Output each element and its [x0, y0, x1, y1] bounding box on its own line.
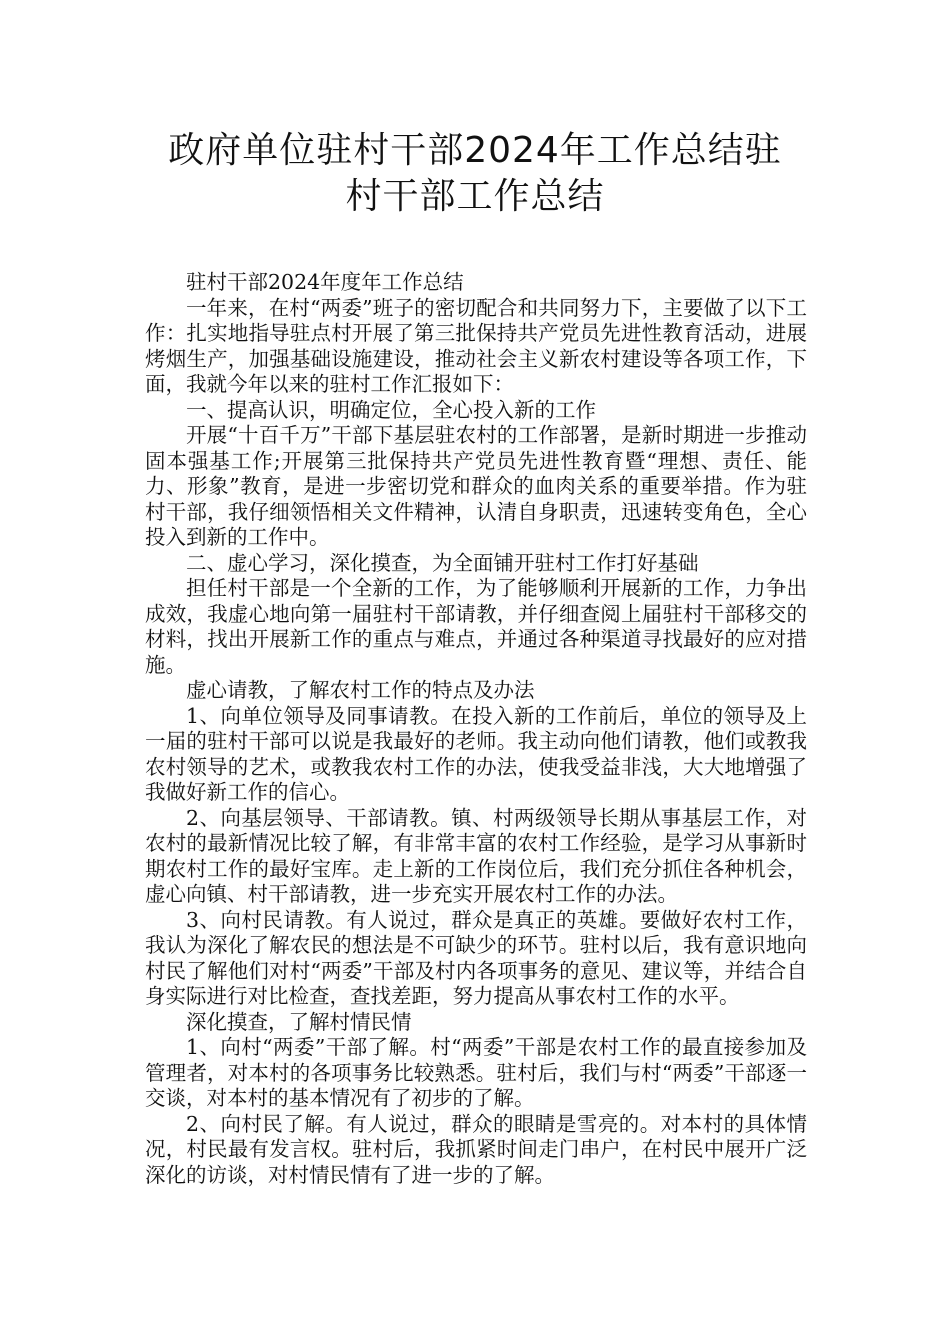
paragraph: 2、向村民了解。有人说过，群众的眼睛是雪亮的。对本村的具体情况，村民最有发言权。驻村后，我抓紧时间走门串户，在村民中展开广泛深化的访谈，对村情民情有了进一步的了解。	[145, 1111, 807, 1187]
paragraph: 开展“十百千万”干部下基层驻农村的工作部署，是新时期进一步推动固本强基工作;开展第三批保持共产党员先进性教育暨“理想、责任、能力、形象”教育，是进一步密切党和群众的血肉关系的重要举措。作为驻村干部，我仔细领悟相关文件精神，认清自身职责，迅速转变角色，全心投入到新的工作中。	[145, 423, 807, 549]
paragraph: 担任村干部是一个全新的工作，为了能够顺利开展新的工作，力争出成效，我虚心地向第一届驻村干部请教，并仔细查阅上届驻村干部移交的材料，找出开展新工作的重点与难点，并通过各种渠道寻找最好的应对措施。	[145, 576, 807, 677]
subsection-heading: 深化摸查，了解村情民情	[186, 1009, 412, 1034]
paragraph: 3、向村民请教。有人说过，群众是真正的英雄。要做好农村工作，我认为深化了解农民的想法是不可缺少的环节。驻村以后，我有意识地向村民了解他们对村“两委”干部及村内各项事务的意见、建议等，并结合自身实际进行对比检查，查找差距，努力提高从事农村工作的水平。	[145, 907, 807, 1008]
title-line-1: 政府单位驻村干部2024年工作总结驻	[168, 130, 782, 171]
paragraph: 2、向基层领导、干部请教。镇、村两级领导长期从事基层工作，对农村的最新情况比较了解，有非常丰富的农村工作经验，是学习从事新时期农村工作的最好宝库。走上新的工作岗位后，我们充分抓住各种机会，虚心向镇、村干部请教，进一步充实开展农村工作的办法。	[145, 805, 807, 906]
subsection-heading: 虚心请教，了解农村工作的特点及办法	[186, 678, 535, 702]
section-heading-2: 二、虚心学习，深化摸查，为全面铺开驻村工作打好基础	[186, 550, 699, 575]
paragraph-subtitle: 驻村干部2024年度年工作总结	[186, 270, 464, 294]
paragraph: 1、向单位领导及同事请教。在投入新的工作前后，单位的领导及上一届的驻村干部可以说是我最好的老师。我主动向他们请教，他们或教我农村领导的艺术，或教我农村工作的办法，使我受益非浅，大大地增强了我做好新工作的信心。	[145, 703, 807, 804]
document-title	[110, 128, 840, 220]
paragraph: 1、向村“两委”干部了解。村“两委”干部是农村工作的最直接参加及管理者，对本村的各项事务比较熟悉。驻村后，我们与村“两委”干部逐一交谈，对本村的基本情况有了初步的了解。	[145, 1035, 807, 1110]
section-heading-1: 一、提高认识，明确定位，全心投入新的工作	[186, 397, 596, 422]
title-line-2: 村干部工作总结	[345, 176, 605, 217]
paragraph-intro: 一年来，在村“两委”班子的密切配合和共同努力下，主要做了以下工作：扎实地指导驻点村开展了第三批保持共产党员先进性教育活动，进展烤烟生产，加强基础设施建设，推动社会主义新农村建设等各项工作，下面，我就今年以来的驻村工作汇报如下：	[145, 295, 807, 396]
document-body	[145, 270, 807, 1188]
